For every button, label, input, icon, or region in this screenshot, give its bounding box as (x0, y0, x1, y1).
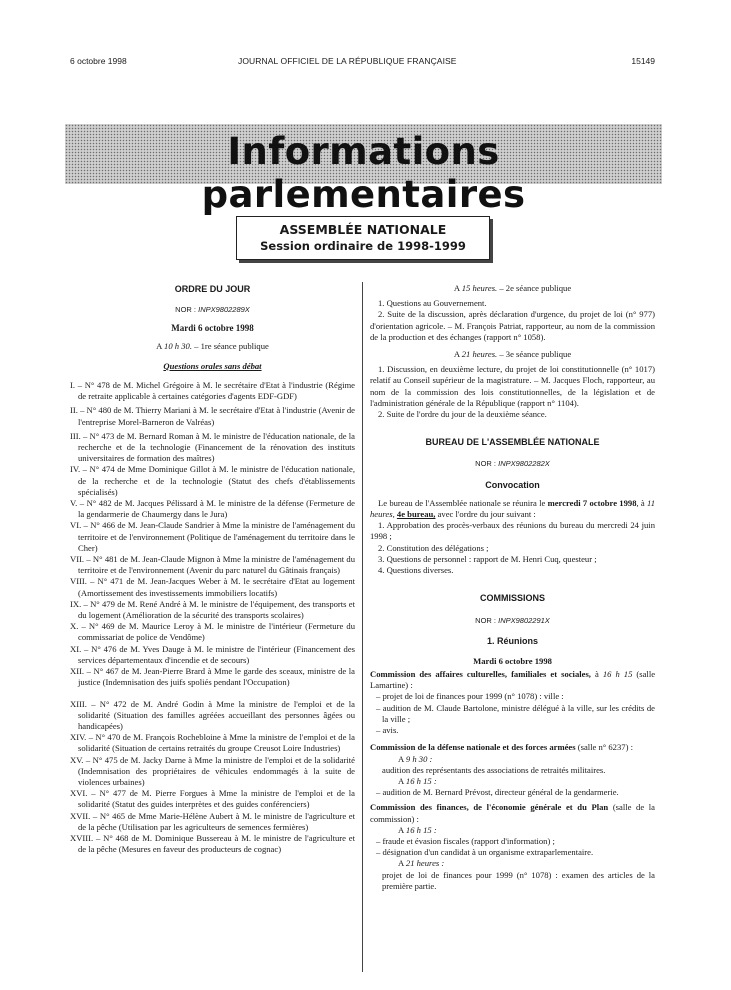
sitting-time: 10 h 30. (164, 340, 192, 351)
question-item: XIII. – N° 472 de M. André Godin à Mme la ministre de l'emploi et de la solidarité (Situation des familles agréées accueillant des personnes âgées ou handicapées) (70, 698, 355, 731)
session-name: Session ordinaire de 1998-1999 (260, 239, 466, 253)
conv-text: , à (636, 497, 645, 508)
commission-line: – avis. (376, 725, 399, 736)
question-item: XVIII. – N° 468 de M. Dominique Bussereau à M. le ministre de l'agriculture et de la pêche (Mesures en faveur des producteurs de cognac) (70, 832, 355, 855)
conv-bureau: 4e bureau, (396, 509, 436, 520)
conv-time: 11 heures, (370, 497, 655, 520)
commission-line: projet de loi de finances pour 1999 (n° 1078) : examen des articles de la première partie. (382, 869, 655, 891)
header-date: 6 octobre 1998 (70, 56, 127, 66)
reunions-date: Mardi 6 octobre 1998 (473, 655, 552, 666)
commission-text: à (594, 669, 599, 680)
commission-name: Commission des affaires culturelles, familiales et sociales, (370, 669, 591, 680)
question-item: XII. – N° 467 de M. Jean-Pierre Brard à Mme le garde des sceaux, ministre de la justice (Indemnisation des juifs spoliés pendant l'Occupation) (70, 666, 355, 688)
commission-line: – projet de loi de finances pour 1999 (n° 1078) : ville : (376, 691, 564, 702)
ordre-du-jour-title: ORDRE DU JOUR (174, 284, 251, 294)
question-item: XVII. – N° 465 de Mme Marie-Hélène Aubert à M. le ministre de l'agriculture et de la pêche (Utilisation par les agriculteurs de semences fermières) (70, 810, 355, 832)
agenda-item: 2. Suite de l'ordre du jour de la deuxième séance. (378, 409, 547, 420)
time-line: A 21 heures : (398, 858, 445, 869)
convocation-title: Convocation (485, 479, 540, 490)
question-item: V. – N° 482 de M. Jacques Pélissard à M. le ministre de la défense (Fermeture de la gendarmerie de Chaumergy dans le Jura) (70, 498, 355, 520)
convocation-item: 4. Questions diverses. (378, 565, 454, 576)
bureau-title: BUREAU DE L'ASSEMBLÉE NATIONALE (425, 437, 600, 448)
nor-code: INPX9802282X (498, 459, 550, 469)
question-item: VIII. – N° 471 de M. Jean-Jacques Weber à M. le secrétaire d'Etat au logement (Amortissement des investissements immobiliers locatifs) (70, 576, 355, 598)
question-item: II. – N° 480 de M. Thierry Mariani à M. le secrétaire d'Etat à l'industrie (Avenir de l'entreprise Morel-Barneron de Valréas) (70, 405, 355, 427)
commission-time: 21 heures : (405, 858, 445, 869)
conv-text: Le bureau de l'Assemblée nationale se réunira le (378, 497, 546, 508)
commission-entry (370, 802, 655, 824)
question-item: I. – N° 478 de M. Michel Grégoire à M. le secrétaire d'Etat à l'industrie (Régime de retraite applicable à certaines catégories d'agents EDF-GDF) (70, 380, 355, 402)
commission-line: – audition de M. Bernard Prévost, directeur général de la gendarmerie. (376, 787, 619, 798)
nor-label: NOR : (475, 616, 497, 626)
question-item: X. – N° 469 de M. Maurice Leroy à M. le ministre de l'intérieur (Fermeture du commissariat de police de Vendôme) (70, 621, 355, 643)
commission-place: (salle Lamartine) : (370, 669, 656, 691)
sitting-time: 15 heures. (461, 283, 498, 293)
agenda-item: 1. Discussion, en deuxième lecture, du projet de loi constitutionnelle (n° 1017) relatif au Conseil supérieur de la magistrature. – M. Jacques Floch, rapporteur, au nom de la commission des lois constitutionnelles, de la législation et de l'administration générale de la République (rapport n° 1104). (370, 364, 655, 408)
question-item: III. – N° 473 de M. Bernard Roman à M. le ministre de l'éducation nationale, de la recherche et de la technologie (Financement de la rénovation des instituts universitaires de formation des maîtres) (70, 430, 355, 464)
convocation-item: 1. Approbation des procès-verbaux des réunions du bureau du mercredi 24 juin 1998 ; (370, 520, 655, 542)
commission-line: – désignation d'un candidat à un organisme extraparlementaire. (376, 847, 594, 858)
question-item: IV. – N° 474 de Mme Dominique Gillot à M. le ministre de l'éducation nationale, de la recherche et de la technologie (Statut des chefs d'établissements spécialisés) (70, 464, 355, 497)
nor-label: NOR : (475, 459, 497, 469)
commission-name: Commission de la défense nationale et des forces armées (370, 742, 576, 753)
third-sitting-line (370, 349, 655, 360)
commission-place: (salle de la commission) : (370, 802, 655, 824)
question-item: XI. – N° 476 de M. Yves Dauge à M. le ministre de l'intérieur (Financement des services départementaux d'incendie et de secours) (70, 643, 355, 665)
sitting-a: A (453, 349, 460, 360)
question-item: XVI. – N° 477 de M. Pierre Forgues à Mme la ministre de l'emploi et de la solidarité (Statut des guides interprètes et des guides conférenciers) (70, 788, 355, 810)
agenda-item: 2. Suite de la discussion, après déclaration d'urgence, du projet de loi (n° 977) d'orientation agricole. – M. François Patriat, rapporteur, au nom de la commission de la production et des échanges (rapport n° 1058). (370, 309, 655, 342)
commission-line: – audition de M. Claude Bartolone, ministre délégué à la ville, sur les crédits de la ville ; (376, 702, 655, 724)
commission-line: – fraude et évasion fiscales (rapport d'information) ; (376, 835, 555, 846)
question-item: XV. – N° 475 de M. Jacky Darne à Mme la ministre de l'emploi et de la solidarité (Indemnisation des propriétaires de véhicules endommagés à la suite de violences urbaines) (70, 754, 355, 787)
column-divider (362, 282, 363, 972)
sitting-a: A (156, 340, 162, 351)
time-line: A 16 h 15 : (398, 824, 437, 835)
commissions-title: COMMISSIONS (479, 593, 545, 604)
sitting-date: Mardi 6 octobre 1998 (171, 323, 254, 334)
nor-code: INPX9802289X (198, 305, 250, 315)
question-item: VII. – N° 481 de M. Jean-Claude Mignon à Mme la ministre de l'aménagement du territoire et de l'environnement (Avenir du parc naturel du Gâtinais français) (70, 554, 355, 576)
first-sitting-line (70, 341, 355, 352)
nor-code: INPX9802291X (498, 616, 550, 626)
question-item: XIV. – N° 470 de M. François Rochebloine à Mme la ministre de l'emploi et de la solidarité (Situation de certains retraités du groupe Creusot Loire Industries) (70, 732, 355, 754)
conv-date: mercredi 7 octobre 1998 (547, 497, 637, 508)
assembly-name: ASSEMBLÉE NATIONALE (279, 222, 447, 237)
commissions-nor-line (370, 615, 655, 626)
header-journal-title: JOURNAL OFFICIEL DE LA RÉPUBLIQUE FRANÇAISE (238, 56, 457, 66)
question-item: VI. – N° 466 de M. Jean-Claude Sandrier à Mme la ministre de l'aménagement du territoire et de l'environnement (Politique de l'aménagement du territoire dans le Cher) (70, 520, 355, 553)
commission-entry (370, 742, 655, 753)
convocation-item: 2. Constitution des délégations ; (378, 542, 489, 553)
commission-time: 16 h 15 (602, 669, 633, 680)
commission-name: Commission des finances, de l'économie générale et du Plan (370, 802, 609, 813)
right-column (370, 280, 655, 892)
nor-label: NOR : (175, 305, 197, 315)
sitting-time: 21 heures. (461, 349, 498, 360)
question-item: IX. – N° 479 de M. René André à M. le ministre de l'équipement, des transports et du logement (Amélioration de la sécurité des transports scolaires) (70, 598, 355, 621)
banner-title: Informations parlementaires (201, 130, 526, 216)
second-sitting-line (370, 283, 655, 294)
sitting-a: A (453, 283, 460, 293)
agenda-item: 1. Questions au Gouvernement. (378, 298, 487, 309)
ordre-nor-line (70, 304, 355, 315)
questions-title: Questions orales sans débat (163, 360, 262, 371)
commission-time: 9 h 30 : (405, 753, 433, 764)
bureau-nor-line (370, 458, 655, 469)
time-line: A 16 h 15 : (398, 775, 437, 786)
convocation-item: 3. Questions de personnel : rapport de M. Henri Cuq, questeur ; (378, 553, 597, 564)
header-page-number: 15149 (631, 56, 655, 66)
convocation-paragraph (370, 498, 655, 520)
commission-time: 16 h 15 : (405, 824, 437, 835)
commission-entry (370, 669, 655, 691)
reunions-title: 1. Réunions (486, 635, 538, 646)
page-header (70, 56, 655, 70)
commission-line: audition des représentants des associations de retraités militaires. (382, 764, 606, 775)
assembly-box (236, 216, 490, 260)
sitting-label: – 3e séance publique (499, 349, 572, 360)
commission-time: 16 h 15 : (405, 775, 437, 786)
section-banner (65, 124, 662, 216)
left-column (70, 280, 355, 855)
sitting-label: – 1re séance publique (194, 340, 269, 351)
commission-place: (salle n° 6237) : (577, 742, 633, 753)
conv-text: avec l'ordre du jour suivant : (437, 509, 536, 520)
sitting-label: – 2e séance publique (499, 283, 572, 293)
time-line: A 9 h 30 : (398, 753, 433, 764)
